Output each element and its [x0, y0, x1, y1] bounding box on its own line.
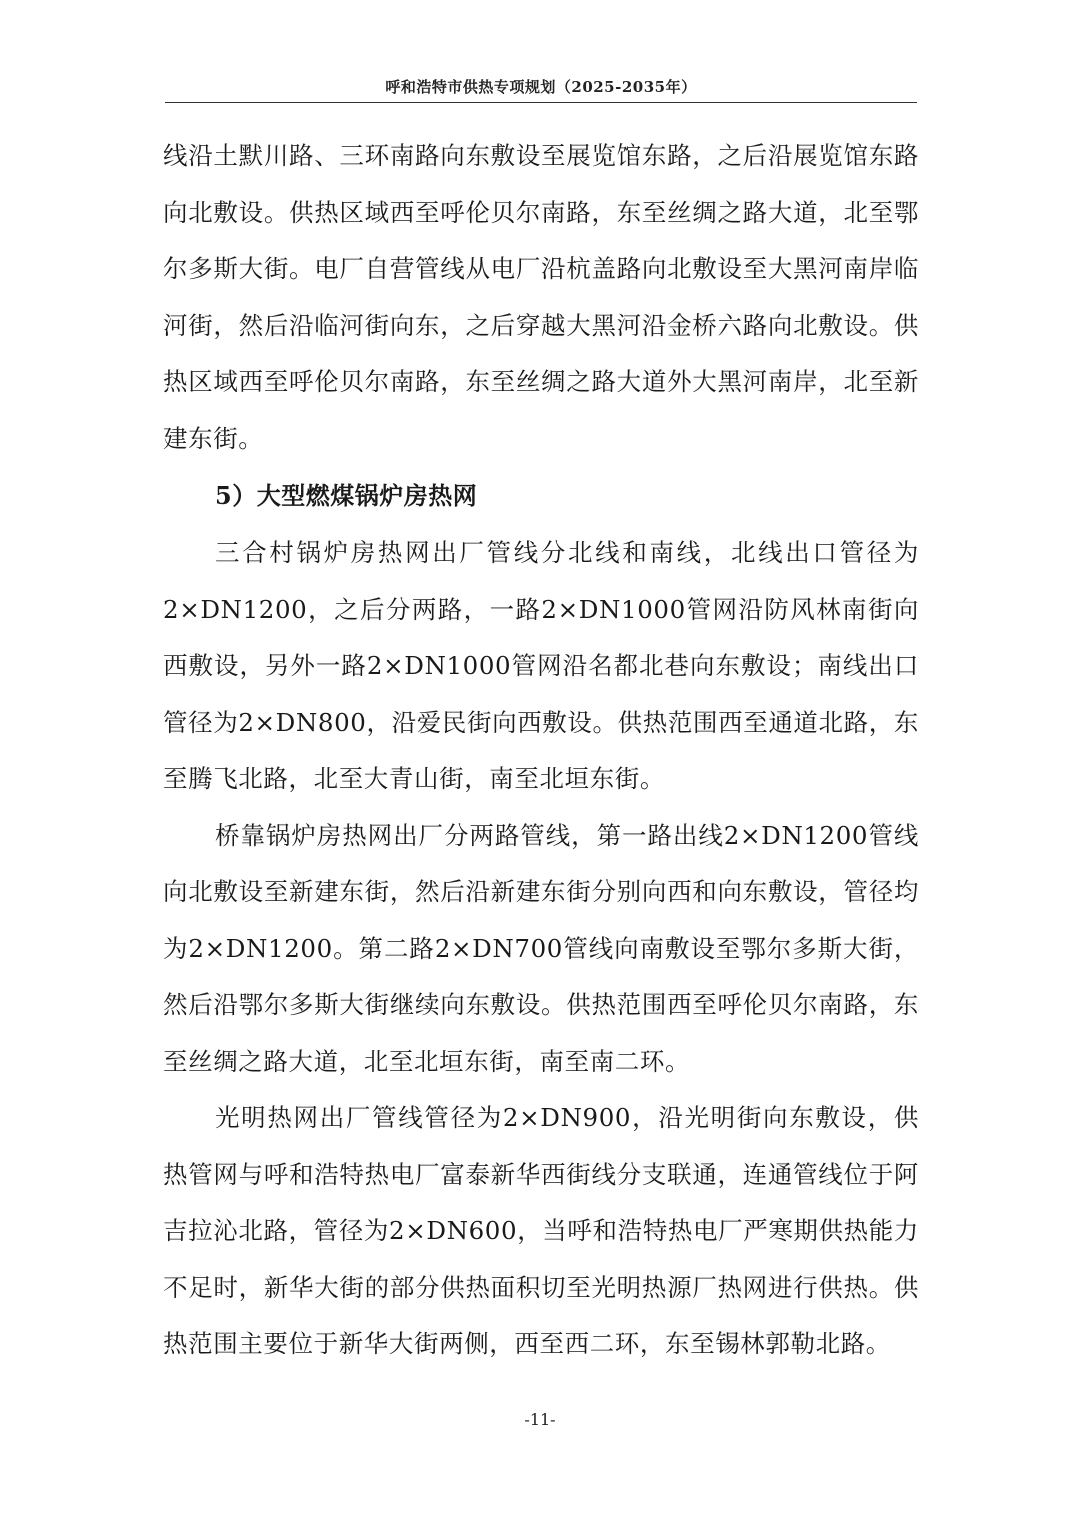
paragraph-qiaokao: 桥靠锅炉房热网出厂分两路管线，第一路出线2×DN1200管线向北敷设至新建东街，然后沿新建东街分别向西和向东敷设，管径均为2×DN1200。第二路2×DN700管线向南敷设至鄂尔多斯大街，然后沿鄂尔多斯大街继续向东敷设。供热范围西至呼伦贝尔南路，东至丝绸之路大道，北至北垣东街，南至南二环。 [163, 820, 919, 1076]
paragraph-continuation: 线沿土默川路、三环南路向东敷设至展览馆东路，之后沿展览馆东路向北敷设。供热区域西至呼伦贝尔南路，东至丝绸之路大道，北至鄂尔多斯大街。电厂自营管线从电厂沿杭盖路向北敷设至大黑河南岸临河街，然后沿临河街向东，之后穿越大黑河沿金桥六路向北敷设。供热区域西至呼伦贝尔南路，东至丝绸之路大道外大黑河南岸，北至新建东街。 [163, 141, 919, 453]
document-title: 呼和浩特市供热专项规划（2025-2035年） [385, 78, 697, 96]
page-header [165, 74, 917, 103]
section-heading: 5）大型燃煤锅炉房热网 [215, 481, 478, 510]
paragraph-sanhecun: 三合村锅炉房热网出厂管线分北线和南线，北线出口管径为2×DN1200，之后分两路，一路2×DN1000管网沿防风林南街向西敷设，另外一路2×DN1000管网沿名都北巷向东敷设；南线出口管径为2×DN800，沿爱民街向西敷设。供热范围西至通道北路，东至腾飞北路，北至大青山街，南至北垣东街。 [163, 538, 919, 793]
document-body [163, 128, 919, 1373]
page-number: -11- [524, 1410, 556, 1429]
paragraph-guangming: 光明热网出厂管线管径为2×DN900，沿光明街向东敷设，供热管网与呼和浩特热电厂富泰新华西街线分支联通，连通管线位于阿吉拉沁北路，管径为2×DN600，当呼和浩特热电厂严寒期供热能力不足时，新华大街的部分供热面积切至光明热源厂热网进行供热。供热范围主要位于新华大街两侧，西至西二环，东至锡林郭勒北路。 [163, 1103, 919, 1358]
